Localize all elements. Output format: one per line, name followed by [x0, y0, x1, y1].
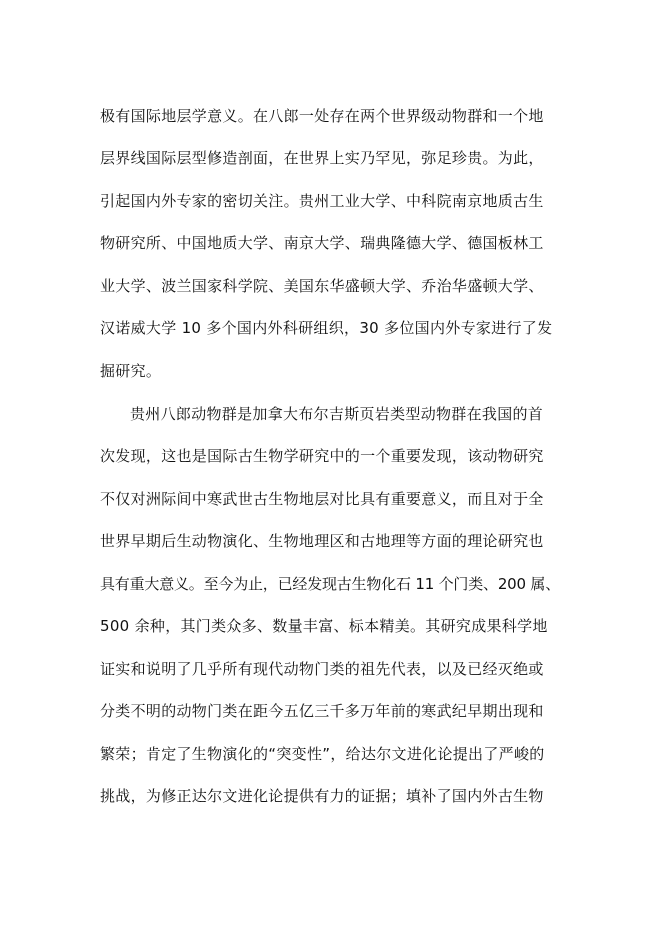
paragraph-2-line-9: 繁荣；肯定了生物演化的“突变性”，给达尔文进化论提出了严峻的 — [100, 745, 545, 763]
paragraph-2-line-6: 500 余种，其门类众多、数量丰富、标本精美。其研究成果科学地 — [100, 617, 548, 635]
paragraph-2-line-7: 证实和说明了几乎所有现代动物门类的祖先代表，以及已经灭绝或 — [100, 660, 544, 678]
paragraph-2-line-4: 世界早期后生动物演化、生物地理区和古地理等方面的理论研究也 — [100, 532, 544, 550]
paragraph-1-line-1: 极有国际地层学意义。在八郎一处存在两个世界级动物群和一个地 — [100, 107, 544, 125]
paragraph-1-line-4: 物研究所、中国地质大学、南京大学、瑞典隆德大学、德国板林工 — [100, 234, 544, 252]
paragraph-1-line-2: 层界线国际层型修造剖面，在世界上实乃罕见，弥足珍贵。为此， — [100, 149, 544, 167]
paragraph-2-line-3: 不仅对洲际间中寒武世古生物地层对比具有重要意义，而且对于全 — [100, 490, 544, 508]
paragraph-2-line-2: 次发现，这也是国际古生物学研究中的一个重要发现，该动物研究 — [100, 447, 544, 465]
paragraph-1-line-7: 掘研究。 — [100, 362, 162, 380]
paragraph-2-line-10: 挑战，为修正达尔文进化论提供有力的证据；填补了国内外古生物 — [100, 787, 544, 805]
paragraph-2-line-8: 分类不明的动物门类在距今五亿三千多万年前的寒武纪早期出现和 — [100, 702, 544, 720]
paragraph-2-line-1: 贵州八郎动物群是加拿大布尔吉斯页岩类型动物群在我国的首 — [130, 405, 544, 423]
paragraph-1-line-6: 汉诺威大学 10 多个国内外科研组织，30 多位国内外专家进行了发 — [100, 319, 553, 337]
paragraph-1-line-5: 业大学、波兰国家科学院、美国东华盛顿大学、乔治华盛顿大学、 — [100, 277, 544, 295]
paragraph-1-line-3: 引起国内外专家的密切关注。贵州工业大学、中科院南京地质古生 — [100, 192, 544, 210]
paragraph-2-line-5: 具有重大意义。至今为止，已经发现古生物化石 11 个门类、200 属、 — [100, 575, 561, 593]
